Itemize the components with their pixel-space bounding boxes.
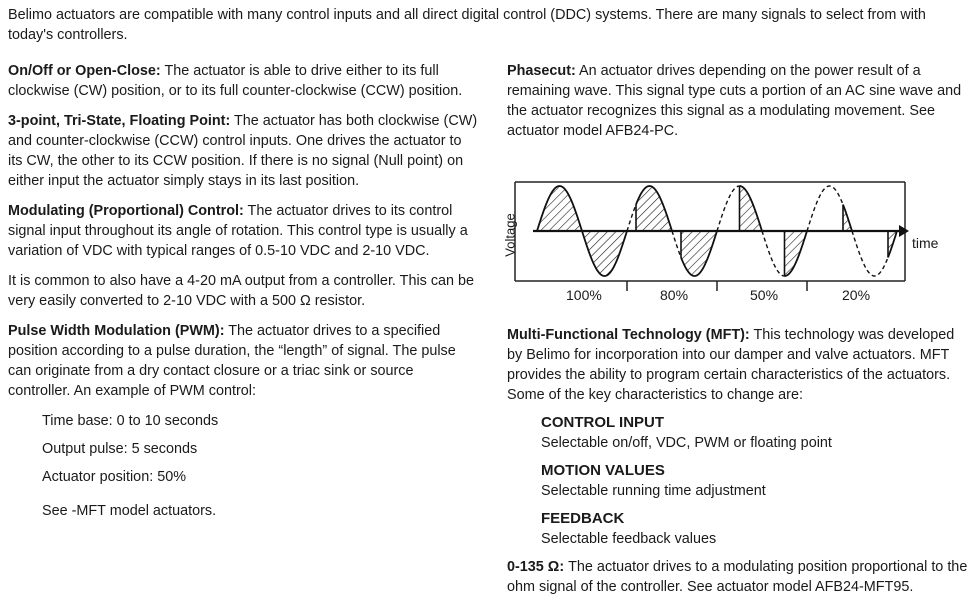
wave-hatched-area	[740, 186, 763, 231]
section-phasecut	[507, 61, 969, 141]
wave-cut-segment	[717, 186, 740, 231]
wave-cut-segment	[852, 231, 888, 276]
mft-characteristics-list	[507, 413, 969, 549]
mft-item-motion-values	[541, 461, 969, 501]
mft-item-control-input	[541, 413, 969, 453]
mft-item-description: Selectable feedback values	[541, 531, 717, 547]
section-onoff	[8, 61, 478, 101]
section-ohm-title: 0-135 Ω:	[507, 559, 565, 575]
section-modulating-title: Modulating (Proportional) Control:	[8, 203, 244, 219]
section-pwm-body: The actuator drives to a specified position according to a pulse duration, the “length” of signal. The pulse can originate from a dry contact closure or a triac sink or source controller. An example of PWM control:	[8, 323, 456, 399]
wave-cut-segment	[807, 186, 843, 231]
section-phasecut-title: Phasecut:	[507, 63, 576, 79]
section-ohm-body: The actuator drives to a modulating position proportional to the ohm signal of the controller. See actuator model AFB24-MFT95.	[507, 559, 968, 595]
ma-note: It is common to also have a 4-20 mA output from a controller. This can be very easily converted to 2-10 VDC with a 500 Ω resistor.	[8, 273, 475, 309]
time-axis-arrowhead	[899, 225, 909, 237]
section-onoff-body: The actuator is able to drive either to its full clockwise (CW) position, or to its full counter-clockwise (CCW) position.	[8, 63, 463, 99]
time-axis-label: time	[912, 235, 939, 251]
section-mft-title: Multi-Functional Technology (MFT):	[507, 327, 750, 343]
pwm-example-item: Actuator position: 50%	[42, 469, 186, 485]
section-three-point	[8, 111, 478, 191]
mft-item-description: Selectable on/off, VDC, PWM or floating point	[541, 435, 832, 451]
wave-cut-segment	[672, 231, 681, 257]
percent-label-100: 100%	[566, 287, 602, 303]
section-onoff-title: On/Off or Open-Close:	[8, 63, 161, 79]
section-mft-body: This technology was developed by Belimo for incorporation into our damper and valve actuators. MFT provides the ability to program certain characteristics of the actuators. Some of the key characteristics to change are:	[507, 327, 955, 403]
percent-label-50: 50%	[750, 287, 779, 303]
mft-item-description: Selectable running time adjustment	[541, 483, 766, 499]
section-ohm	[507, 557, 969, 597]
pwm-example-item: Time base: 0 to 10 seconds	[42, 413, 219, 429]
section-modulating	[8, 201, 478, 261]
voltage-axis-label: Voltage	[502, 213, 518, 257]
wave-cut-segment	[627, 205, 636, 231]
percent-label-80: 80%	[660, 287, 689, 303]
left-column	[8, 61, 478, 529]
pwm-example-list	[8, 411, 478, 521]
phasecut-diagram-svg	[507, 145, 969, 305]
section-phasecut-body: An actuator drives depending on the power result of a remaining wave. This signal type cuts a portion of an AC sine wave and the actuator recognizes this signal as a modulating movement. See actuator model AFB24-PC.	[507, 63, 962, 139]
wave-cut-segment	[762, 231, 785, 276]
mft-item-heading: FEEDBACK	[541, 510, 625, 527]
section-three-point-body: The actuator has both clockwise (CW) and counter-clockwise (CCW) control inputs. One drives the actuator to its CW, the other to its CCW position. If there is no signal (Null point) on either input the actuator simply stays in its last position.	[8, 113, 478, 189]
section-pwm-title: Pulse Width Modulation (PWM):	[8, 323, 225, 339]
mft-item-heading: MOTION VALUES	[541, 462, 665, 479]
section-pwm	[8, 321, 478, 401]
pwm-example-item: Output pulse: 5 seconds	[42, 441, 198, 457]
section-mft	[507, 325, 969, 405]
section-modulating-body: The actuator drives to its control signal input throughout its angle of rotation. This control type is usually a variation of VDC with typical ranges of 0.5-10 VDC and 2-10 VDC.	[8, 203, 468, 259]
phasecut-diagram	[502, 145, 969, 305]
intro-paragraph: Belimo actuators are compatible with many control inputs and all direct digital control (DDC) systems. There are many signals to select from with today's controllers.	[8, 7, 926, 43]
section-three-point-title: 3-point, Tri-State, Floating Point:	[8, 113, 231, 129]
right-column	[502, 61, 969, 597]
see-mft-note: See -MFT model actuators.	[42, 503, 217, 519]
mft-item-heading: CONTROL INPUT	[541, 414, 665, 431]
percent-label-20: 20%	[842, 287, 871, 303]
mft-item-feedback	[541, 509, 969, 549]
wave-hatched-area	[785, 231, 808, 276]
